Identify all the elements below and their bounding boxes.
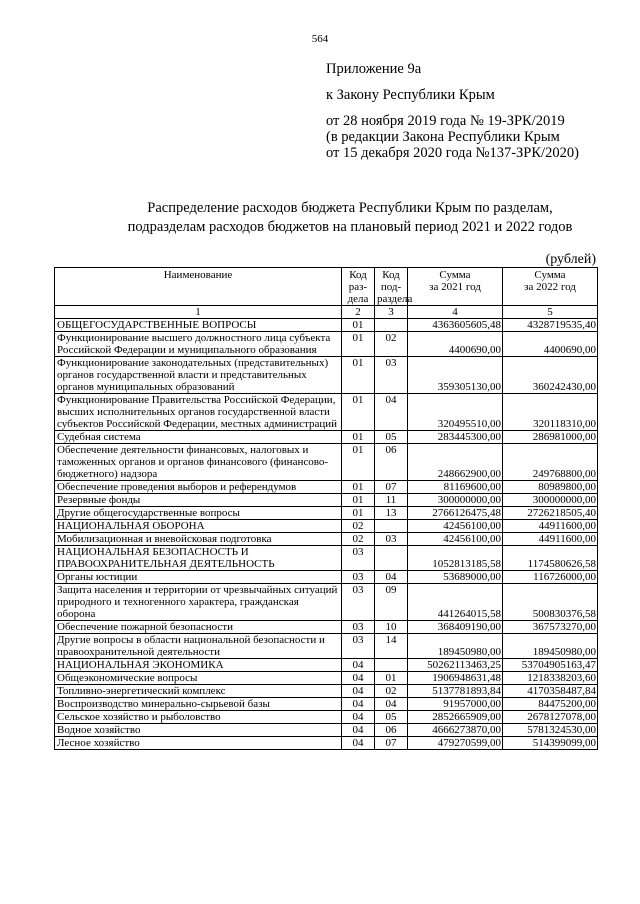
row-podrazdel-code: 04 [375,394,408,431]
row-podrazdel-code: 05 [375,431,408,444]
col-number: 1 [55,306,342,319]
table-row [55,520,598,533]
appendix-line: к Закону Республики Крым [326,87,495,103]
row-name: Другие вопросы в области национальной безопасности и правоохранительной деятельности [55,634,342,659]
row-sum-2022: 286981000,00 [503,431,598,444]
appendix-line: от 15 декабря 2020 года №137-ЗРК/2020) [326,145,579,161]
row-name: Воспроизводство минерально-сырьевой базы [55,698,342,711]
table-row [55,533,598,546]
row-razdel-code: 01 [342,507,375,520]
row-sum-2022: 1218338203,60 [503,672,598,685]
table-row [55,685,598,698]
row-sum-2022: 249768800,00 [503,444,598,481]
row-sum-2022: 5781324530,00 [503,724,598,737]
row-sum-2022: 514399099,00 [503,737,598,750]
row-podrazdel-code: 04 [375,571,408,584]
row-podrazdel-code: 06 [375,724,408,737]
table-row [55,481,598,494]
table-row [55,546,598,571]
row-razdel-code: 01 [342,431,375,444]
row-razdel-code: 03 [342,571,375,584]
row-podrazdel-code [375,319,408,332]
table-row [55,621,598,634]
column-number-row [55,306,598,319]
row-podrazdel-code: 09 [375,584,408,621]
row-sum-2022: 300000000,00 [503,494,598,507]
row-razdel-code: 03 [342,634,375,659]
row-podrazdel-code: 02 [375,685,408,698]
table-row [55,737,598,750]
table-row [55,394,598,431]
row-name: Обеспечение проведения выборов и референдумов [55,481,342,494]
row-sum-2021: 320495510,00 [408,394,503,431]
row-name: НАЦИОНАЛЬНАЯ БЕЗОПАСНОСТЬ И ПРАВООХРАНИТЕЛЬНАЯ ДЕЯТЕЛЬНОСТЬ [55,546,342,571]
col-number: 2 [342,306,375,319]
row-razdel-code: 04 [342,698,375,711]
row-podrazdel-code: 11 [375,494,408,507]
row-name: Мобилизационная и вневойсковая подготовка [55,533,342,546]
row-name: Водное хозяйство [55,724,342,737]
table-header-row [55,268,598,306]
row-razdel-code: 01 [342,332,375,357]
title-line: Распределение расходов бюджета Республики Крым по разделам, [147,200,553,216]
row-podrazdel-code: 10 [375,621,408,634]
appendix-line: Приложение 9а [326,61,422,77]
row-name: Функционирование высшего должностного лица субъекта Российской Федерации и муниципального образования [55,332,342,357]
row-sum-2021: 1052813185,58 [408,546,503,571]
row-sum-2021: 5137781893,84 [408,685,503,698]
row-sum-2022: 500830376,58 [503,584,598,621]
row-sum-2022: 84475200,00 [503,698,598,711]
table-row [55,672,598,685]
row-razdel-code: 01 [342,481,375,494]
row-sum-2022: 80989800,00 [503,481,598,494]
table-row [55,494,598,507]
table-row [55,571,598,584]
row-sum-2021: 4666273870,00 [408,724,503,737]
unit-label: (рублей) [545,252,596,267]
row-sum-2022: 2678127078,00 [503,711,598,724]
row-sum-2022: 4170358487,84 [503,685,598,698]
row-sum-2022: 320118310,00 [503,394,598,431]
row-sum-2021: 441264015,58 [408,584,503,621]
row-sum-2022: 116726000,00 [503,571,598,584]
row-name: НАЦИОНАЛЬНАЯ ОБОРОНА [55,520,342,533]
document-title [70,199,630,237]
row-name: Другие общегосударственные вопросы [55,507,342,520]
row-razdel-code: 03 [342,584,375,621]
row-podrazdel-code [375,546,408,571]
row-razdel-code: 04 [342,737,375,750]
title-line: подразделам расходов бюджетов на плановый период 2021 и 2022 годов [127,219,573,235]
row-name: Функционирование законодательных (представительных) органов государственной власти и представительных органов муниципальных образований [55,357,342,394]
row-sum-2022: 2726218505,40 [503,507,598,520]
row-razdel-code: 01 [342,394,375,431]
row-podrazdel-code: 13 [375,507,408,520]
row-sum-2021: 42456100,00 [408,533,503,546]
header-podrazdel: Код под- раздела [375,268,408,306]
row-sum-2021: 479270599,00 [408,737,503,750]
row-razdel-code: 03 [342,546,375,571]
row-podrazdel-code: 07 [375,481,408,494]
row-razdel-code: 01 [342,357,375,394]
row-sum-2022: 53704905163,47 [503,659,598,672]
row-sum-2021: 81169600,00 [408,481,503,494]
row-name: Обеспечение деятельности финансовых, налоговых и таможенных органов и органов финансового (финансово-бюджетного) надзора [55,444,342,481]
row-sum-2021: 91957000,00 [408,698,503,711]
row-name: Обеспечение пожарной безопасности [55,621,342,634]
row-sum-2021: 50262113463,25 [408,659,503,672]
row-sum-2022: 44911600,00 [503,533,598,546]
row-sum-2022: 360242430,00 [503,357,598,394]
table-row [55,634,598,659]
budget-table [54,267,598,750]
header-name: Наименование [55,268,342,306]
table-row [55,698,598,711]
row-sum-2021: 300000000,00 [408,494,503,507]
row-sum-2021: 359305130,00 [408,357,503,394]
row-name: Органы юстиции [55,571,342,584]
col-number: 5 [503,306,598,319]
row-sum-2022: 1174580626,58 [503,546,598,571]
row-podrazdel-code: 04 [375,698,408,711]
row-name: Лесное хозяйство [55,737,342,750]
col-number: 4 [408,306,503,319]
row-sum-2021: 4400690,00 [408,332,503,357]
row-sum-2021: 4363605605,48 [408,319,503,332]
row-name: ОБЩЕГОСУДАРСТВЕННЫЕ ВОПРОСЫ [55,319,342,332]
row-podrazdel-code: 05 [375,711,408,724]
row-razdel-code: 02 [342,533,375,546]
row-name: Топливно-энергетический комплекс [55,685,342,698]
appendix-line: (в редакции Закона Республики Крым [326,129,560,145]
row-name: Судебная система [55,431,342,444]
table-body [55,319,598,750]
header-sum-2022: Сумма за 2022 год [503,268,598,306]
row-podrazdel-code [375,659,408,672]
table-row [55,724,598,737]
row-sum-2022: 367573270,00 [503,621,598,634]
row-razdel-code: 04 [342,672,375,685]
row-podrazdel-code: 06 [375,444,408,481]
row-razdel-code: 04 [342,711,375,724]
row-sum-2021: 283445300,00 [408,431,503,444]
row-sum-2021: 368409190,00 [408,621,503,634]
row-sum-2021: 189450980,00 [408,634,503,659]
row-sum-2022: 4328719535,40 [503,319,598,332]
row-podrazdel-code: 03 [375,357,408,394]
row-name: Функционирование Правительства Российской Федерации, высших исполнительных органов государственной власти субъектов Российской Федерации, местных администраций [55,394,342,431]
appendix-block [326,62,579,162]
table-row [55,332,598,357]
row-sum-2022: 4400690,00 [503,332,598,357]
row-podrazdel-code [375,520,408,533]
row-sum-2021: 2852665909,00 [408,711,503,724]
row-podrazdel-code: 01 [375,672,408,685]
row-razdel-code: 04 [342,659,375,672]
row-razdel-code: 04 [342,685,375,698]
header-sum-2021: Сумма за 2021 год [408,268,503,306]
row-name: Общеэкономические вопросы [55,672,342,685]
row-razdel-code: 03 [342,621,375,634]
row-name: Защита населения и территории от чрезвычайных ситуаций природного и техногенного характера, гражданская оборона [55,584,342,621]
table-row [55,711,598,724]
table-row [55,444,598,481]
row-sum-2022: 189450980,00 [503,634,598,659]
row-razdel-code: 04 [342,724,375,737]
row-razdel-code: 01 [342,444,375,481]
col-number: 3 [375,306,408,319]
table-row [55,431,598,444]
row-name: Сельское хозяйство и рыболовство [55,711,342,724]
row-podrazdel-code: 14 [375,634,408,659]
row-podrazdel-code: 03 [375,533,408,546]
row-sum-2021: 53689000,00 [408,571,503,584]
row-sum-2021: 2766126475,48 [408,507,503,520]
page-number: 564 [311,33,329,45]
row-razdel-code: 02 [342,520,375,533]
row-name: НАЦИОНАЛЬНАЯ ЭКОНОМИКА [55,659,342,672]
table-row [55,659,598,672]
row-sum-2021: 248662900,00 [408,444,503,481]
row-name: Резервные фонды [55,494,342,507]
table-row [55,357,598,394]
appendix-line: от 28 ноября 2019 года № 19-ЗРК/2019 [326,113,565,129]
table-row [55,507,598,520]
row-podrazdel-code: 07 [375,737,408,750]
row-razdel-code: 01 [342,494,375,507]
table-row [55,319,598,332]
header-razdel: Код раз- дела [342,268,375,306]
row-sum-2022: 44911600,00 [503,520,598,533]
row-razdel-code: 01 [342,319,375,332]
row-podrazdel-code: 02 [375,332,408,357]
table-row [55,584,598,621]
row-sum-2021: 42456100,00 [408,520,503,533]
row-sum-2021: 1906948631,48 [408,672,503,685]
